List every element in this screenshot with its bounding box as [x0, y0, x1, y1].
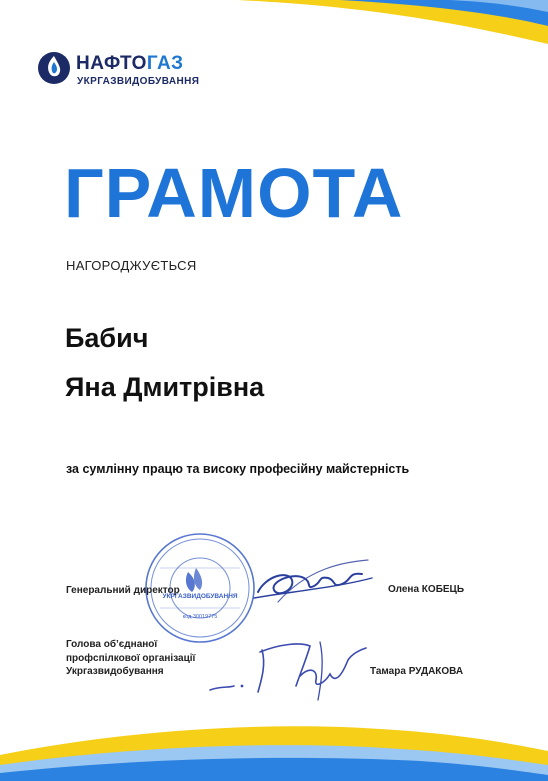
director-signature	[248, 552, 376, 616]
director-position: Генеральний директор	[66, 585, 180, 596]
union-head-position-line2: профспілкової організації	[66, 652, 196, 664]
recipient-given-names: Яна Дмитрівна	[65, 372, 265, 402]
logo-name-part1: НАФТО	[76, 53, 147, 74]
union-head-position	[66, 638, 195, 679]
director-name: Олена КОБЕЦЬ	[388, 584, 465, 595]
logo-name-part2: ГАЗ	[146, 53, 184, 74]
bottom-wave-decoration	[0, 691, 548, 781]
awarded-text: НАГОРОДЖУЄТЬСЯ	[66, 258, 197, 273]
stamp-center-text: УКРГАЗВИДОБУВАННЯ	[162, 593, 238, 600]
union-head-position-line1: Голова об’єднаної	[66, 639, 158, 650]
stamp-code: код 30019775	[182, 614, 218, 620]
logo-wordmark	[76, 53, 184, 75]
logo-subsidiary: УКРГАЗВИДОБУВАННЯ	[77, 76, 200, 87]
flame-drop-icon	[36, 50, 72, 86]
award-reason: за сумлінну працю та високу професійну майстерність	[66, 462, 410, 476]
naftogaz-logo	[36, 50, 236, 94]
certificate-title: ГРАМОТА	[64, 154, 404, 232]
union-head-name: Тамара РУДАКОВА	[370, 666, 464, 677]
union-head-position-line3: Укргазвидобування	[66, 666, 164, 677]
recipient-surname: Бабич	[65, 323, 149, 353]
